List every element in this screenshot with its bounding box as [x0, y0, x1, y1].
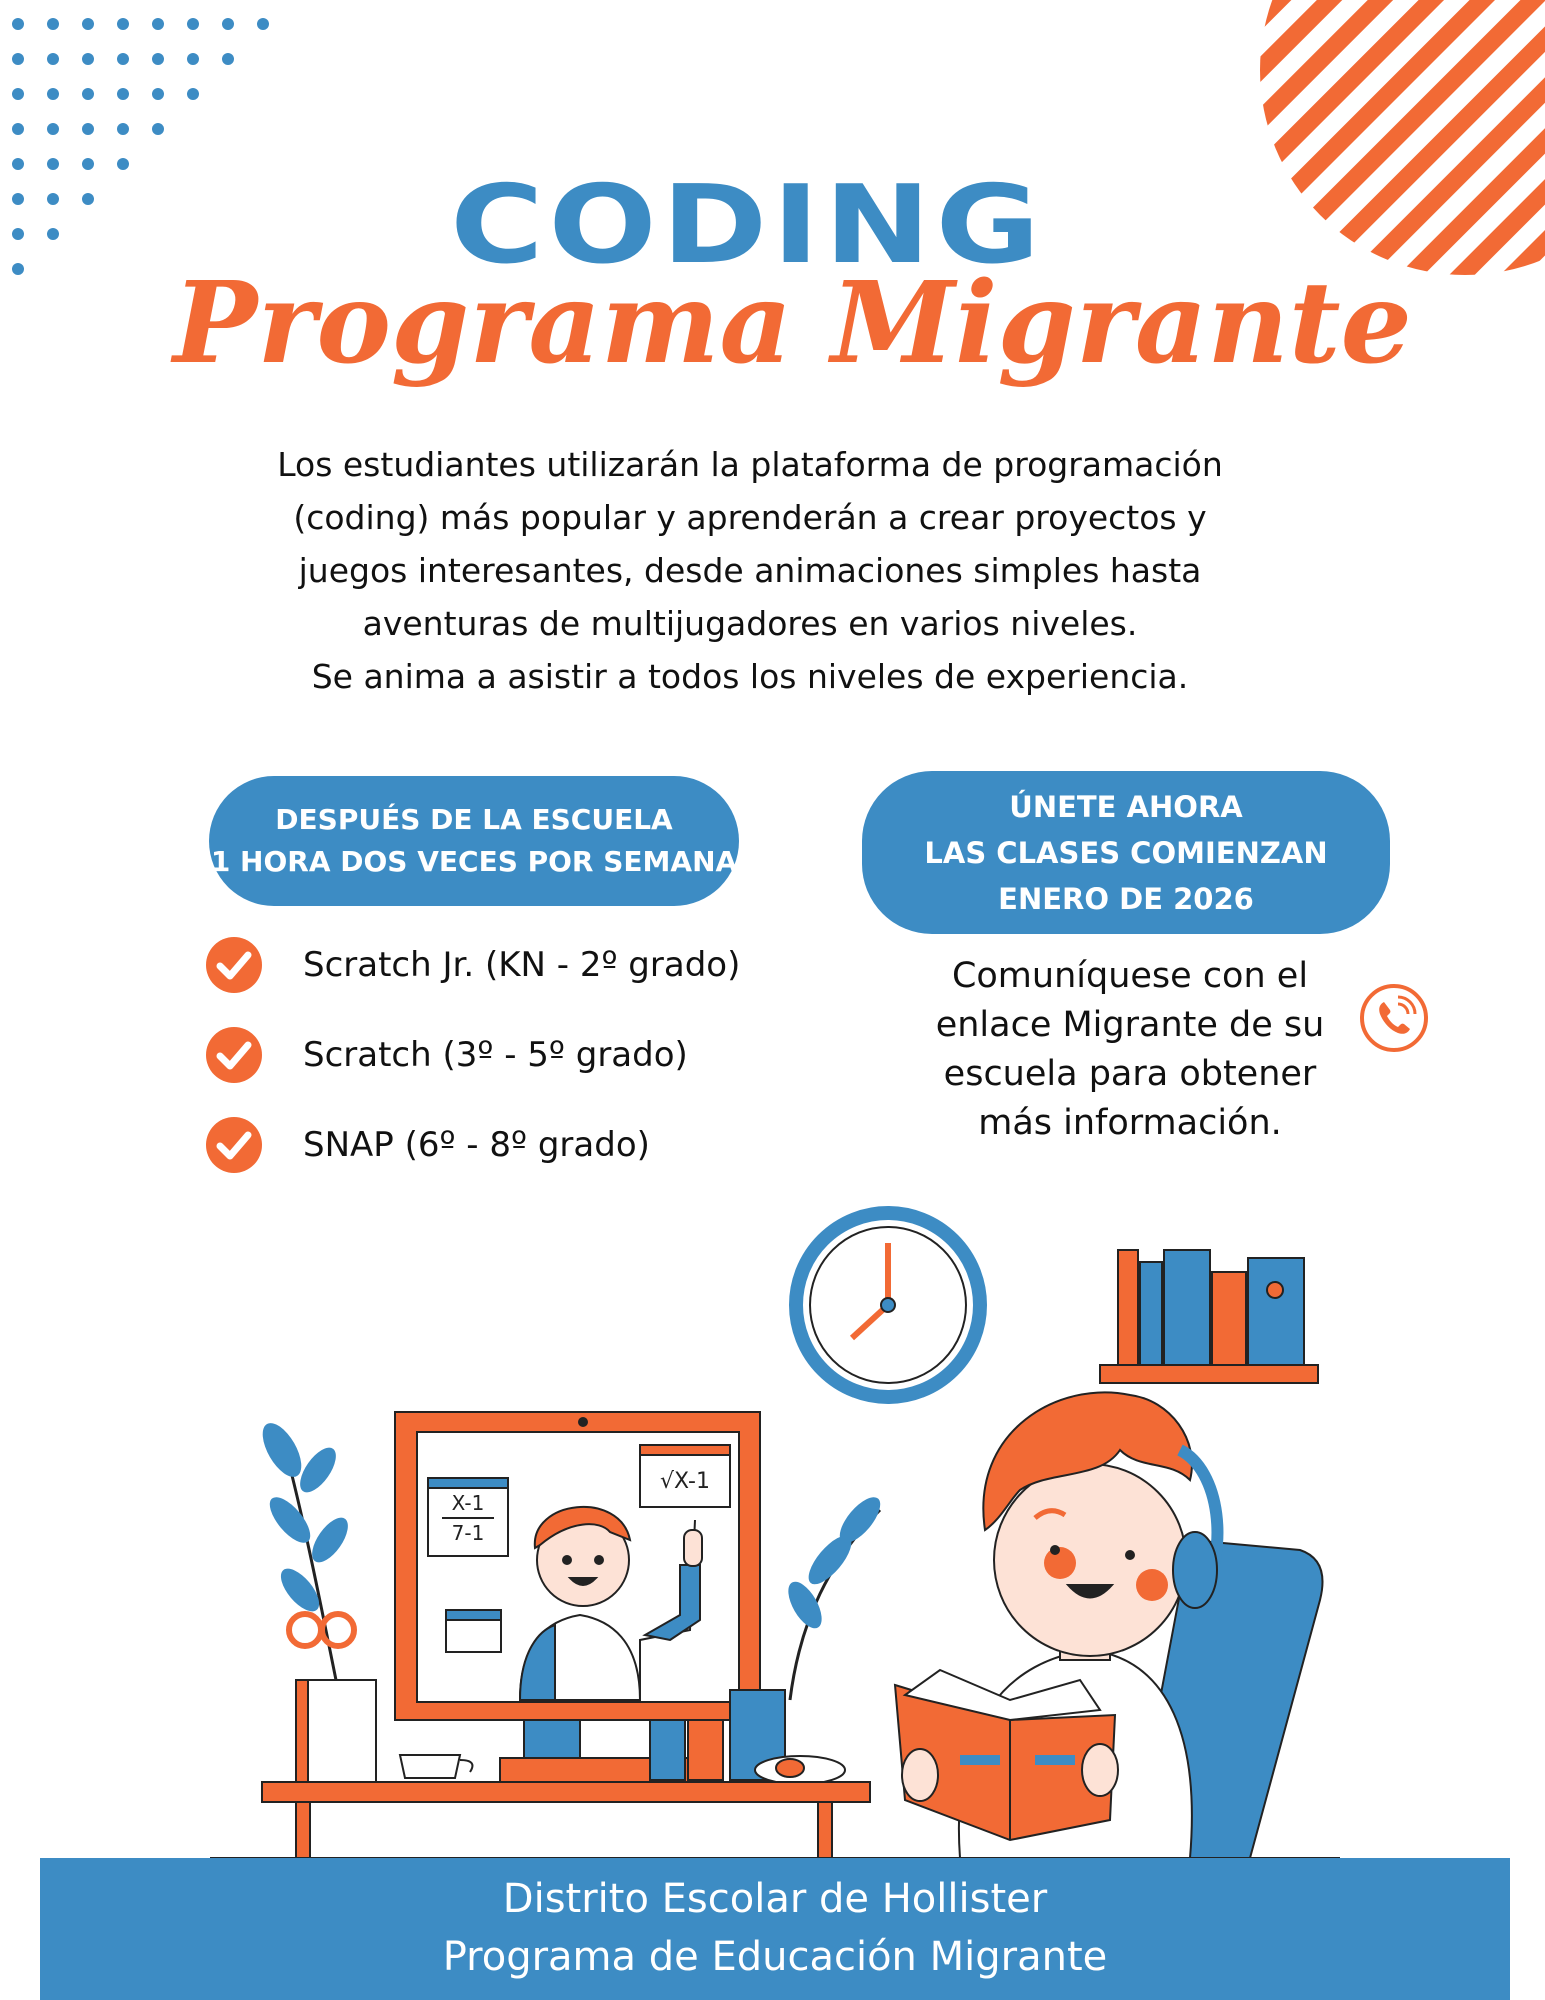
decor-dot	[82, 158, 94, 170]
decor-dot	[187, 53, 199, 65]
schedule-line: 1 HORA DOS VECES POR SEMANA	[210, 845, 738, 878]
plant-icon	[255, 1417, 355, 1700]
student-illustration	[895, 1392, 1217, 1858]
screen-card-text: X-1	[451, 1491, 485, 1515]
intro-line: Se anima a asistir a todos los niveles de experiencia.	[311, 657, 1189, 696]
footer-banner	[40, 1858, 1510, 2000]
level-label: Scratch Jr. (KN - 2º grado)	[303, 945, 741, 985]
decor-dot	[47, 53, 59, 65]
decor-dot	[222, 18, 234, 30]
decor-dot	[12, 158, 24, 170]
intro-line: (coding) más popular y aprenderán a crear proyectos y	[293, 498, 1207, 537]
intro-line: juegos interesantes, desde animaciones simples hasta	[298, 551, 1202, 590]
decor-dot	[82, 123, 94, 135]
decor-dot	[47, 88, 59, 100]
decor-dot	[47, 18, 59, 30]
decor-dot	[47, 158, 59, 170]
page-subtitle: Programa Migrante	[173, 258, 1412, 389]
intro-line: Los estudiantes utilizarán la plataforma de programación	[277, 445, 1223, 484]
decor-dot	[257, 18, 269, 30]
decor-dot	[117, 53, 129, 65]
decor-dot	[117, 88, 129, 100]
schedule-line: DESPUÉS DE LA ESCUELA	[275, 803, 673, 836]
decor-dot	[152, 18, 164, 30]
join-line: LAS CLASES COMIENZAN	[924, 835, 1328, 870]
decor-dot	[12, 88, 24, 100]
join-line: ÚNETE AHORA	[1009, 789, 1243, 824]
level-item	[205, 1100, 825, 1190]
decor-dot	[187, 18, 199, 30]
decor-dot	[12, 123, 24, 135]
check-circle-icon	[205, 936, 263, 994]
decor-dot	[152, 53, 164, 65]
decor-dot	[117, 123, 129, 135]
join-line: ENERO DE 2026	[998, 881, 1254, 916]
screen-card-text: 7-1	[451, 1521, 485, 1545]
decor-dot	[82, 88, 94, 100]
screen-card-text: √X-1	[660, 1469, 710, 1494]
page-title: CODING	[450, 163, 1045, 288]
intro-line: aventuras de multijugadores en varios niveles.	[362, 604, 1138, 643]
check-circle-icon	[205, 1116, 263, 1174]
level-item	[205, 1010, 825, 1100]
schedule-badge	[209, 776, 739, 906]
intro-paragraph	[200, 438, 1300, 703]
decor-dot	[222, 53, 234, 65]
contact-line: escuela para obtener	[943, 1054, 1317, 1094]
contact-line: enlace Migrante de su	[935, 1005, 1325, 1045]
wall-clock-icon	[796, 1213, 980, 1397]
decor-dot	[187, 88, 199, 100]
pencil-cup-icon	[289, 1614, 376, 1785]
check-circle-icon	[205, 1026, 263, 1084]
decor-dot	[152, 123, 164, 135]
decor-dot	[82, 53, 94, 65]
level-item	[205, 920, 825, 1010]
contact-text	[900, 952, 1360, 1148]
level-label: SNAP (6º - 8º grado)	[303, 1125, 650, 1165]
bookshelf-icon	[1100, 1250, 1318, 1383]
footer-program: Programa de Educación Migrante	[442, 1934, 1108, 1980]
decor-dot	[12, 53, 24, 65]
decor-dot	[117, 18, 129, 30]
footer-district: Distrito Escolar de Hollister	[502, 1876, 1048, 1922]
contact-line: más información.	[978, 1103, 1282, 1143]
decor-dot	[47, 123, 59, 135]
join-badge	[862, 771, 1390, 934]
study-scene-illustration	[0, 1195, 1545, 1860]
desk-icon	[262, 1782, 870, 1858]
level-label: Scratch (3º - 5º grado)	[303, 1035, 688, 1075]
decor-dot	[117, 158, 129, 170]
decor-dot	[152, 88, 164, 100]
decor-dot	[82, 18, 94, 30]
phone-icon	[1358, 982, 1430, 1054]
contact-line: Comuníquese con el	[951, 956, 1309, 996]
decor-dot	[12, 18, 24, 30]
plant-icon	[782, 1491, 888, 1700]
levels-list	[205, 920, 825, 1190]
